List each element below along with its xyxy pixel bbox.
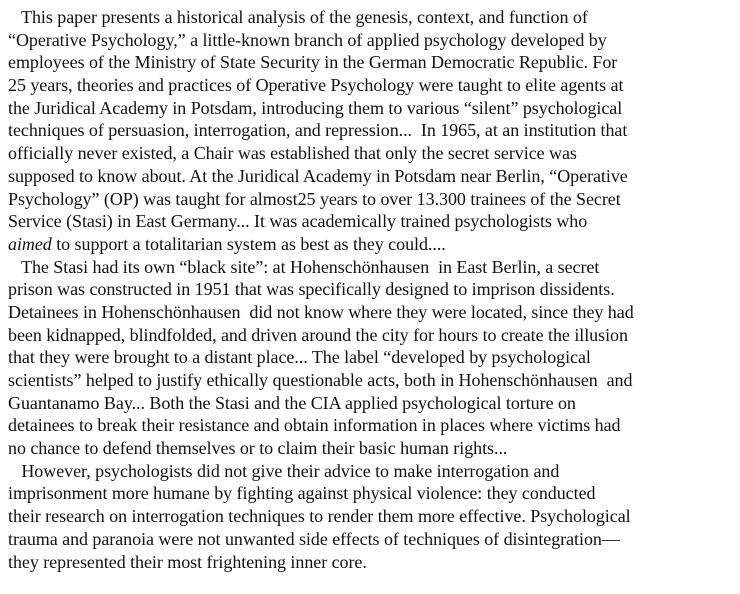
text-line-italic-start	[8, 233, 740, 256]
text-line: 25 years, theories and practices of Operative Psychology were taught to elite agents at	[8, 75, 624, 96]
text-line: detainees to break their resistance and obtain information in places where victims had	[8, 415, 621, 436]
text-line: trauma and paranoia were not unwanted side effects of techniques of disintegration—	[8, 528, 620, 549]
text-line: the Juridical Academy in Potsdam, introducing them to various “silent” psychological	[8, 97, 623, 118]
italic-word: aimed	[8, 233, 52, 254]
text-line: been kidnapped, blindfolded, and driven around the city for hours to create the illusion	[8, 324, 628, 345]
text-line: prison was constructed in 1951 that was specifically designed to imprison dissidents.	[8, 279, 615, 300]
text-line: imprisonment more humane by fighting against physical violence: they conducted	[8, 483, 596, 504]
text-line: techniques of persuasion, interrogation, and repression... In 1965, at an institution that	[8, 120, 628, 141]
text-line: However, psychologists did not give their advice to make interrogation and	[8, 460, 560, 481]
text-line: “Operative Psychology,” a little-known branch of applied psychology developed by	[8, 29, 607, 50]
text-line: scientists” helped to justify ethically questionable acts, both in Hohenschönhausen and	[8, 370, 633, 390]
line-remainder: to support a totalitarian system as best as they could....	[51, 233, 446, 254]
text-line: This paper presents a historical analysis of the genesis, context, and function of	[8, 7, 588, 27]
text-line: Guantanamo Bay... Both the Stasi and the CIA applied psychological torture on	[8, 392, 576, 413]
text-line: Psychology” (OP) was taught for almost25 years to over 13.300 trainees of the Secret	[8, 188, 621, 209]
text-line: that they were brought to a distant place... The label “developed by psychological	[8, 347, 591, 368]
text-line: they represented their most frightening inner core.	[8, 551, 367, 572]
text-line: employees of the Ministry of State Security in the German Democratic Republic. For	[8, 52, 618, 73]
text-line: Service (Stasi) in East Germany... It was academically trained psychologists who	[8, 211, 588, 232]
text-line: Detainees in Hohenschönhausen did not know where they were located, since they had	[8, 301, 634, 322]
text-line: no chance to defend themselves or to claim their basic human rights...	[8, 438, 508, 459]
text-line: officially never existed, a Chair was established that only the secret service was	[8, 143, 577, 164]
text-line: The Stasi had its own “black site”: at Hohenschönhausen in East Berlin, a secret	[8, 256, 600, 277]
text-line: supposed to know about. At the Juridical Academy in Potsdam near Berlin, “Operative	[8, 165, 628, 186]
text-line: their research on interrogation techniques to render them more effective. Psychological	[8, 506, 631, 527]
